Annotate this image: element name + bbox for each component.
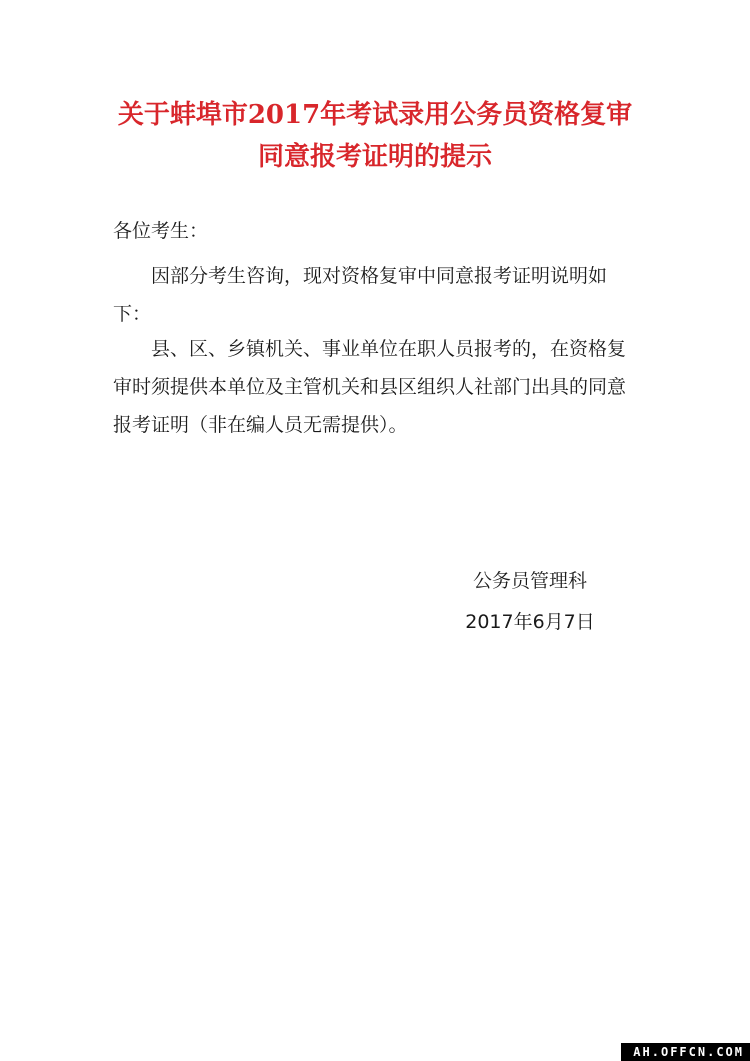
signature-organization: 公务员管理科 — [472, 570, 587, 592]
greeting: 各位考生： — [113, 220, 209, 242]
document-title-line2: 同意报考证明的提示 — [257, 142, 492, 172]
paragraph-1: 因部分考生咨询，现对资格复审中同意报考证明说明如下： — [113, 265, 608, 325]
site-watermark: AH.OFFCN.COM — [621, 1043, 750, 1061]
signature-date: 2017年6月7日 — [465, 611, 595, 633]
paragraph-2: 县、区、乡镇机关、事业单位在职人员报考的，在资格复审时须提供本单位及主管机关和县区组织人社部门出具的同意报考证明（非在编人员无需提供）。 — [113, 338, 627, 436]
document-title-line1: 关于蚌埠市2017年考试录用公务员资格复审 — [117, 100, 633, 130]
